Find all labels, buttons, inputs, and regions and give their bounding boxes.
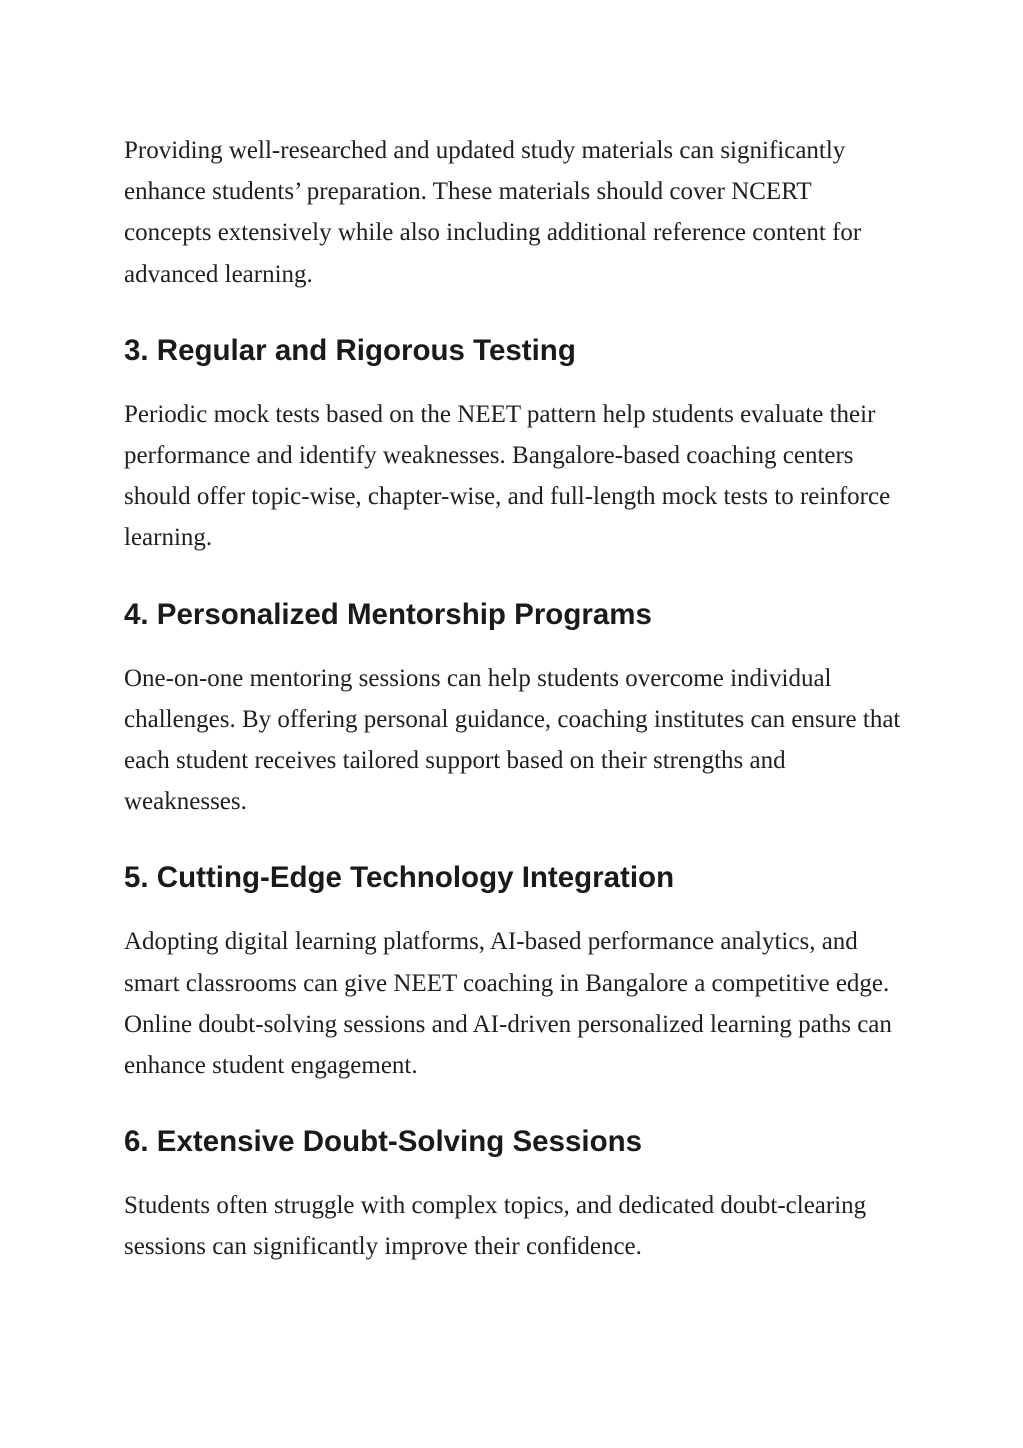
intro-paragraph: Providing well-researched and updated study materials can significantly enhance students’ preparation. These materials should cover NCERT concepts extensively while also including additional reference content for advanced learning. [124,137,862,288]
section-6-heading: 6. Extensive Doubt-Solving Sessions [124,1125,643,1159]
section-3-paragraph: Periodic mock tests based on the NEET pattern help students evaluate their performance and identify weaknesses. Bangalore-based coaching centers should offer topic-wise, chapter-wise, and full-length mock tests to reinforce learning. [124,400,891,552]
section-4-paragraph: One-on-one mentoring sessions can help students overcome individual challenges. By offering personal guidance, coaching institutes can ensure that each student receives tailored support based on their strengths and weaknesses. [124,664,901,816]
section-5-heading: 5. Cutting-Edge Technology Integration [124,861,675,895]
section-5-paragraph: Adopting digital learning platforms, AI-based performance analytics, and smart classrooms can give NEET coaching in Bangalore a competitive edge. Online doubt-solving sessions and AI-driven personalized learning paths can enhance student engagement. [124,928,892,1080]
section-6-paragraph: Students often struggle with complex topics, and dedicated doubt-clearing sessions can significantly improve their confidence. [124,1192,867,1261]
section-4-heading: 4. Personalized Mentorship Programs [124,597,652,631]
document-page [124,130,904,1268]
section-3-heading: 3. Regular and Rigorous Testing [124,333,576,367]
